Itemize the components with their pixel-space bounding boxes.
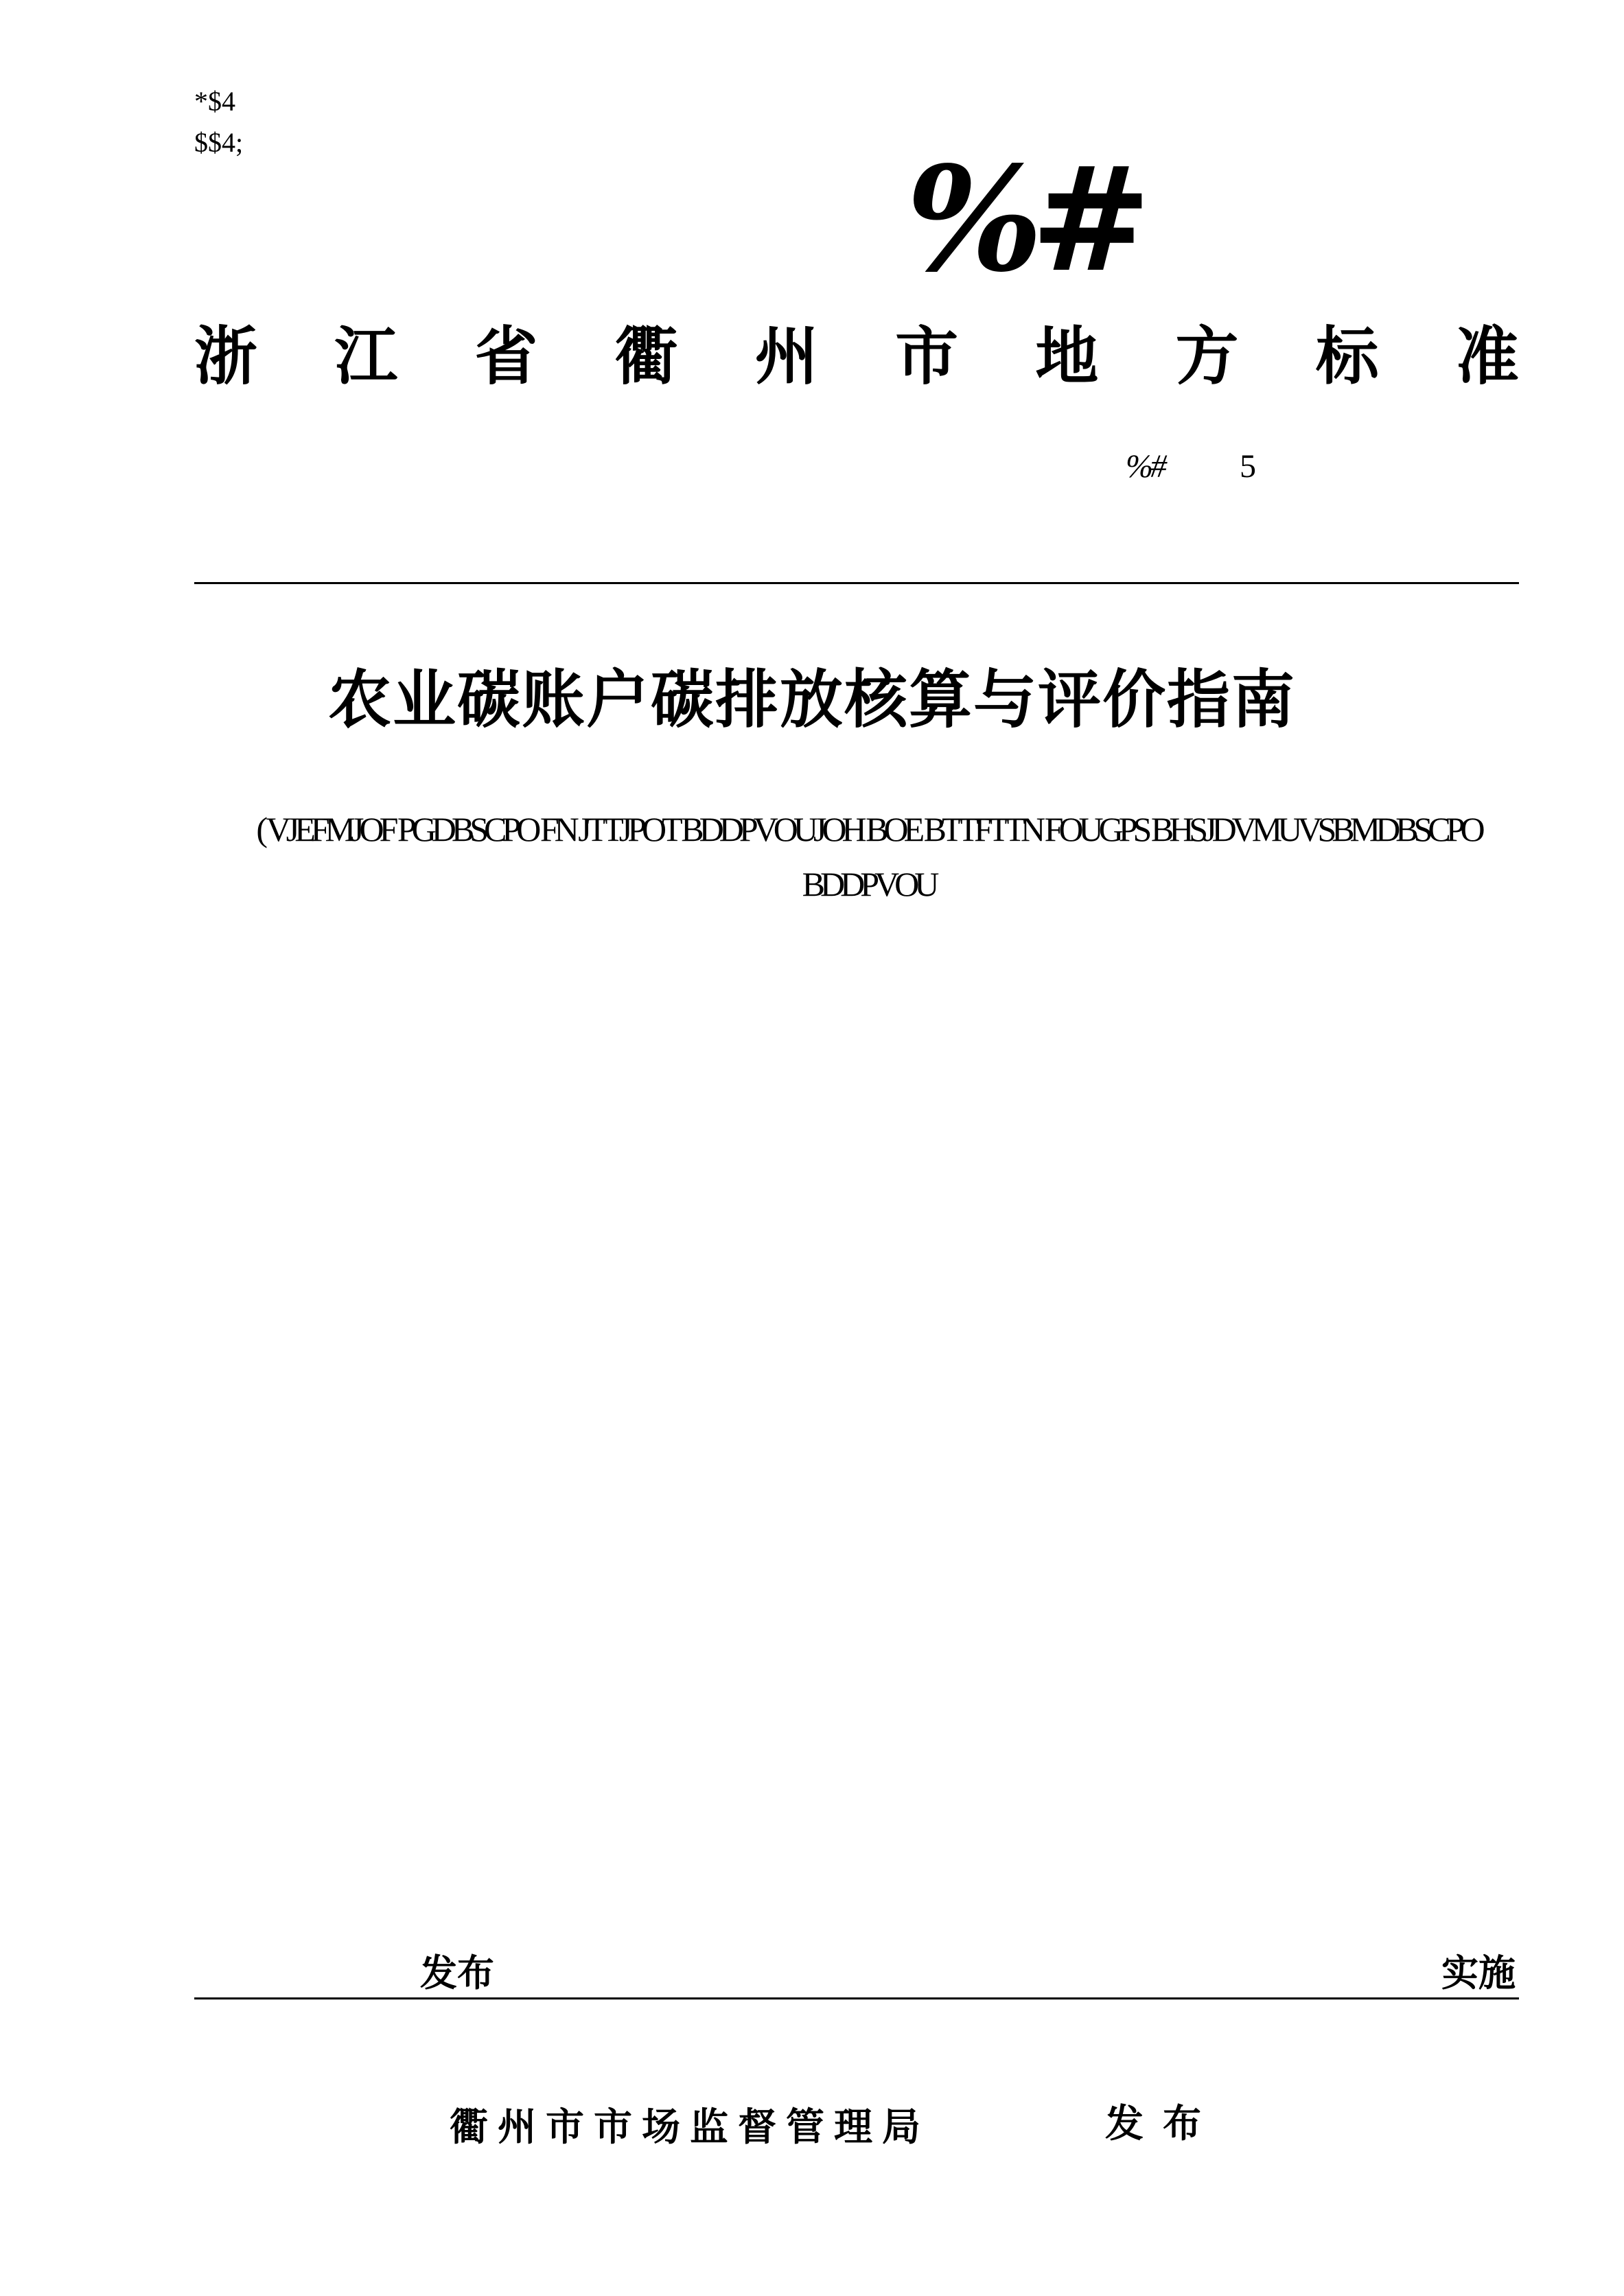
standard-code-number: 5 [1239, 448, 1256, 485]
english-title [233, 802, 1503, 912]
publisher-name: 衢州市市场监督管理局 [450, 2105, 930, 2150]
title-char: 浙 [194, 320, 258, 393]
title-char: 地 [1035, 320, 1099, 393]
english-title-line: BDDPVOU [802, 865, 935, 903]
implementation-date-label: 实施 [1441, 1951, 1516, 1995]
title-char: 省 [474, 320, 538, 393]
english-title-line: ( VJEFMJOF PGDBSCPO FN JTTJPOT BDDPVOUJOH BOE BTTFTTN FOUGPS BHSJDVMUVSBMDBSCPO [256, 810, 1481, 848]
document-title: 农业碳账户碳排放核算与评价指南 [327, 663, 1296, 737]
title-char: 市 [895, 320, 959, 393]
standard-category-title [194, 316, 1519, 398]
title-char: 江 [334, 320, 398, 393]
publisher-suffix: 发布 [1105, 2102, 1220, 2146]
title-char: 方 [1175, 320, 1239, 393]
issue-date-label: 发布 [420, 1951, 494, 1995]
ics-code: *$4 [194, 86, 235, 117]
ccs-code: $$4; [194, 127, 244, 158]
db-logo-mark: %# [906, 135, 1139, 304]
top-divider [194, 582, 1519, 584]
title-char: 州 [754, 320, 818, 393]
title-char: 衢 [614, 320, 678, 393]
standard-code [1126, 446, 1256, 487]
title-char: 标 [1315, 320, 1379, 393]
bottom-divider [194, 1997, 1519, 1999]
classification-codes [194, 81, 243, 163]
standard-code-mark: %# [1126, 448, 1164, 485]
title-char: 准 [1455, 320, 1519, 393]
